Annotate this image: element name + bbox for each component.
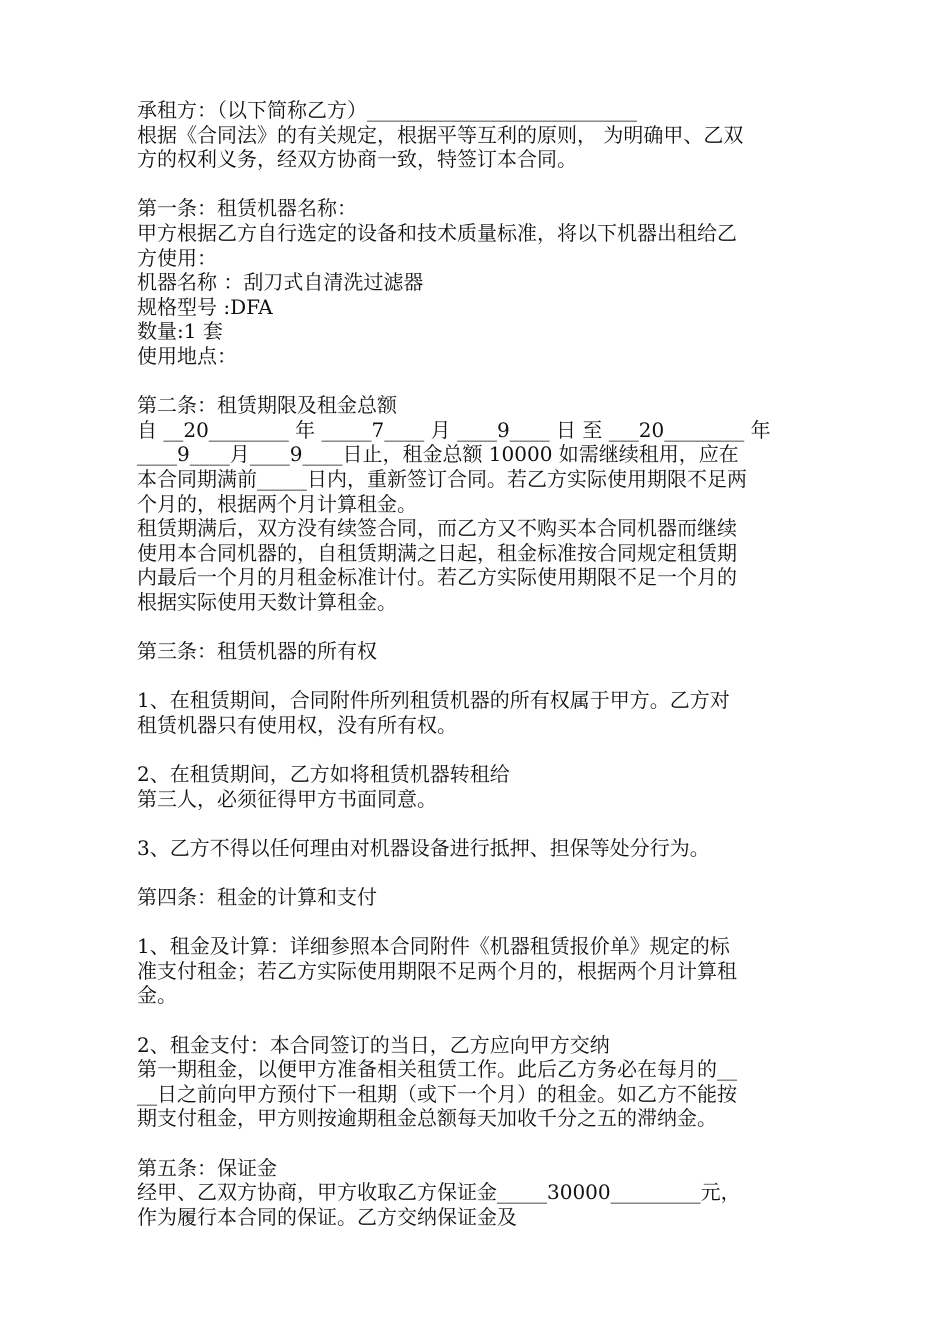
blank-line <box>137 811 827 836</box>
text-line: 作为履行本合同的保证。乙方交纳保证金及 <box>137 1204 517 1229</box>
text-line: 使用地点： <box>137 343 237 368</box>
text-line: 数量:1 套 <box>137 319 223 344</box>
text-line: 金。 <box>137 983 177 1008</box>
blank-line <box>137 664 827 689</box>
text-line: 方使用： <box>137 245 217 270</box>
text-line: 租赁机器只有使用权，没有所有权。 <box>137 712 457 737</box>
text-line: 第二条：租赁期限及租金总额 <box>137 393 397 418</box>
text-line: 规格型号 :DFA <box>137 294 273 319</box>
text-line: 第三人，必须征得甲方书面同意。 <box>137 786 437 811</box>
text-line: 使用本合同机器的，自租赁期满之日起，租金标准按合同规定租赁期 <box>137 540 737 565</box>
text-line: 1、租金及计算：详细参照本合同附件《机器租赁报价单》规定的标 <box>137 934 730 959</box>
text-line: 根据《合同法》的有关规定，根据平等互利的原则， 为明确甲、乙双 <box>137 122 744 147</box>
text-line: 3、乙方不得以任何理由对机器设备进行抵押、担保等处分行为。 <box>137 835 710 860</box>
text-line: 根据实际使用天数计算租金。 <box>137 589 397 614</box>
blank-line <box>137 737 827 762</box>
text-line: 第一期租金，以便甲方准备相关租赁工作。此后乙方务必在每月的__ <box>137 1057 737 1082</box>
text-line: 准支付租金；若乙方实际使用期限不足两个月的，根据两个月计算租 <box>137 958 737 983</box>
text-line: 承租方：（以下简称乙方）___________________________ <box>137 98 637 122</box>
blank-line <box>137 614 827 639</box>
text-line: 个月的，根据两个月计算租金。 <box>137 491 417 516</box>
blank-line <box>137 369 827 394</box>
blank-line <box>137 860 827 885</box>
text-line: 方的权利义务，经双方协商一致，特签订本合同。 <box>137 147 577 172</box>
text-line: 经甲、乙双方协商，甲方收取乙方保证金_____30000_________元， <box>137 1180 741 1205</box>
blank-line <box>137 1131 827 1156</box>
text-line: 2、在租赁期间，乙方如将租赁机器转租给 <box>137 762 510 787</box>
text-line: 第五条：保证金 <box>137 1155 277 1180</box>
document-body <box>137 98 827 1229</box>
text-line: __日之前向甲方预付下一租期（或下一个月）的租金。如乙方不能按 <box>137 1081 737 1106</box>
text-line: 期支付租金，甲方则按逾期租金总额每天加收千分之五的滞纳金。 <box>137 1106 717 1131</box>
text-line: 内最后一个月的月租金标准计付。若乙方实际使用期限不足一个月的 <box>137 565 737 590</box>
blank-line <box>137 910 827 935</box>
text-line: 自 __20________ 年 _____7____ 月 ____9____ 日 至 ___20________ 年 <box>137 417 771 442</box>
text-line: 第一条：租赁机器名称： <box>137 196 357 221</box>
blank-line <box>137 172 827 197</box>
blank-line <box>137 1008 827 1033</box>
text-line: 机器名称 ：刮刀式自清洗过滤器 <box>137 270 424 295</box>
text-line: 租赁期满后，双方没有续签合同，而乙方又不购买本合同机器而继续 <box>137 516 737 541</box>
text-line: 第四条：租金的计算和支付 <box>137 885 377 909</box>
text-line: 1、在租赁期间，合同附件所列租赁机器的所有权属于甲方。乙方对 <box>137 688 730 713</box>
text-line: 2、租金支付：本合同签订的当日，乙方应向甲方交纳 <box>137 1032 610 1057</box>
text-line: 本合同期满前_____日内，重新签订合同。若乙方实际使用期限不足两 <box>137 466 747 491</box>
text-line: ____9____月____9____日止，租金总额 10000 如需继续租用，应在 <box>137 442 739 467</box>
text-line: 甲方根据乙方自行选定的设备和技术质量标准，将以下机器出租给乙 <box>137 220 737 245</box>
text-line: 第三条：租赁机器的所有权 <box>137 639 377 664</box>
